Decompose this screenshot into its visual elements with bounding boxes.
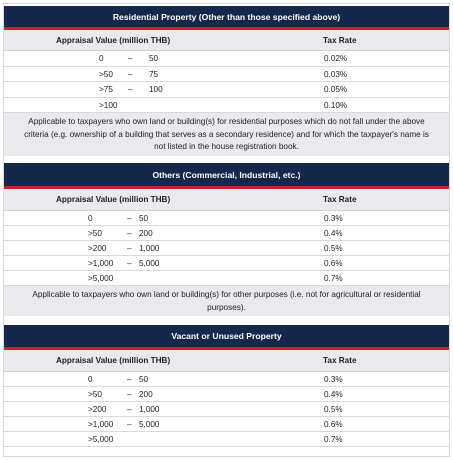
range-high: 50 [139,375,149,384]
table-row [4,387,449,402]
range-low: >1,000 [88,420,114,429]
range-high: 100 [149,85,163,94]
range-low: >100 [99,100,118,110]
tax-rate: 0.3% [324,375,343,384]
range-dash: – [127,259,132,268]
range-low: >5,000 [88,435,114,444]
section-note: Applicable to taxpayers who own land or building(s) for other purposes (i.e. not for agricultural or residential purposes). [4,286,449,316]
section-title: Vacant or Unused Property [4,325,449,350]
tax-rate: 0.7% [324,435,343,444]
column-header-row [4,350,449,372]
table-row [4,402,449,417]
tax-rate-header: Tax Rate [323,356,357,365]
tax-rate: 0.5% [324,405,343,414]
range-dash: – [127,229,132,238]
range-dash: – [128,85,133,94]
tax-rate: 0.03% [324,69,348,79]
range-dash: – [128,69,133,79]
range-high: 5,000 [139,420,160,429]
table-row [4,98,449,114]
table-row [4,226,449,241]
range-dash: – [127,214,132,223]
column-header-row [4,189,449,211]
range-low: >200 [88,405,107,414]
range-low: 0 [88,375,93,384]
range-low: 0 [99,54,104,63]
range-dash: – [127,420,132,429]
range-dash: – [127,405,132,414]
table-row [4,432,449,447]
tax-rate: 0.05% [324,85,348,94]
table-row [4,67,449,83]
range-dash: – [127,390,132,399]
table-row [4,256,449,271]
range-low: >200 [88,244,107,253]
range-high: 1,000 [139,405,160,414]
range-dash: – [127,375,132,384]
range-high: 200 [139,390,153,399]
appraisal-value-header: Appraisal Value (million THB) [56,36,171,45]
table-row [4,211,449,226]
range-low: >50 [88,229,102,238]
table-row [4,51,449,67]
column-header-row [4,30,449,51]
tax-rate-header: Tax Rate [323,195,357,204]
range-high: 5,000 [139,259,160,268]
tax-rate: 0.4% [324,229,343,238]
range-low: >50 [99,69,113,79]
tax-rate-header: Tax Rate [323,36,357,45]
appraisal-value-header: Appraisal Value (million THB) [56,195,171,204]
section-note: Applicable to taxpayers who own land or building(s) for residential purposes which do not fall under the above criteria (e.g. ownership of a building that serves as a secondary residence) and for which the taxpayer's name is not listed in the house registration book. [4,113,449,156]
range-high: 200 [139,229,153,238]
section-title: Others (Commercial, Industrial, etc.) [4,163,449,189]
tax-rate: 0.5% [324,244,343,253]
appraisal-value-header: Appraisal Value (million THB) [56,356,171,365]
table-row [4,372,449,387]
range-high: 1,000 [139,244,160,253]
tax-rate: 0.3% [324,214,343,223]
vacant-section [4,325,449,447]
tax-rate: 0.10% [324,100,348,110]
range-dash: – [128,54,133,63]
table-row [4,241,449,256]
section-title: Residential Property (Other than those specified above) [4,6,449,30]
tax-rate: 0.6% [324,259,343,268]
range-low: >1,000 [88,259,114,268]
range-dash: – [127,244,132,253]
table-row [4,82,449,98]
table-row [4,417,449,432]
range-low: >5,000 [88,274,114,283]
others-section [4,163,449,316]
tax-rate: 0.6% [324,420,343,429]
range-low: >50 [88,390,102,399]
tax-rate: 0.7% [324,274,343,283]
tax-rate: 0.4% [324,390,343,399]
range-low: 0 [88,214,93,223]
residential-section [4,6,449,156]
range-low: >75 [99,85,113,94]
range-high: 75 [149,69,159,79]
range-high: 50 [149,54,159,63]
tax-rate: 0.02% [324,54,348,63]
table-row [4,271,449,286]
range-high: 50 [139,214,149,223]
